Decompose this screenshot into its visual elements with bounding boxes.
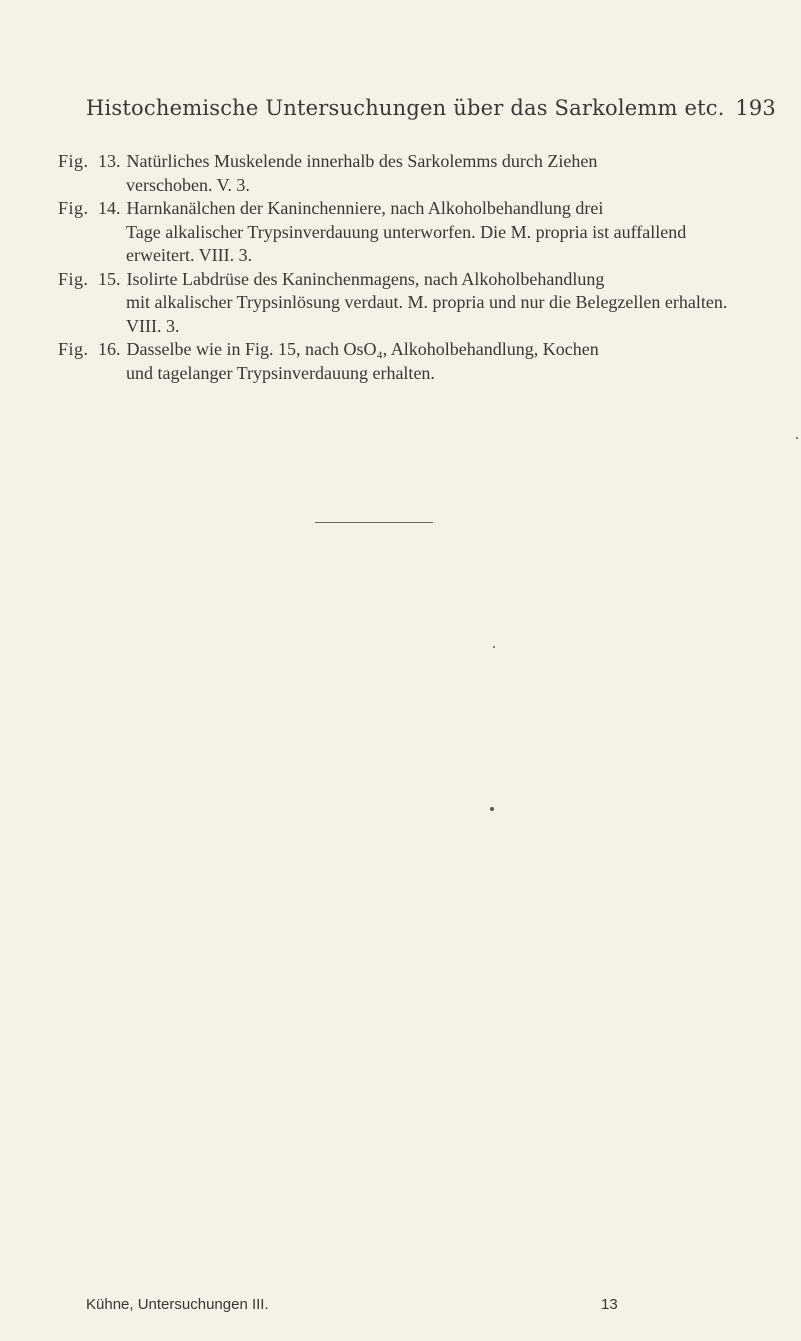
- caption-number: 16.: [98, 339, 121, 359]
- caption-text-first-line: Harnkanälchen der Kaninchenniere, nach Alkoholbehandlung drei: [126, 198, 604, 218]
- figure-captions: [58, 150, 758, 385]
- page-footer: [86, 1296, 626, 1313]
- caption-number: 13.: [98, 151, 121, 171]
- caption-text-continuation: mit alkalischer Trypsinlösung verdaut. M. propria und nur die Belegzellen erhalten. VIII. 3.: [126, 292, 728, 336]
- caption-text-continuation: verschoben. V. 3.: [126, 174, 250, 195]
- caption-text-first-line: Isolirte Labdrüse des Kaninchenmagens, nach Alkoholbehandlung: [126, 268, 605, 289]
- page-number: 193: [735, 96, 776, 120]
- caption-fig-15: [58, 268, 758, 339]
- caption-label: Fig.: [58, 198, 89, 218]
- caption-number: 15.: [98, 268, 121, 289]
- caption-label: Fig.: [58, 268, 89, 289]
- signature-mark: 13: [601, 1296, 618, 1313]
- caption-fig-16: [58, 338, 758, 385]
- footer-source: Kühne, Untersuchungen III.: [86, 1296, 269, 1313]
- running-head-title: Histochemische Untersuchungen über das Sarkolemm etc.: [86, 96, 725, 120]
- caption-text-continuation: und tagelanger Trypsinverdauung erhalten.: [126, 362, 435, 383]
- caption-number: 14.: [98, 198, 121, 218]
- caption-label: Fig.: [58, 151, 89, 171]
- caption-text-first-line: Natürliches Muskelende innerhalb des Sarkolemms durch Ziehen: [126, 151, 598, 171]
- paper-speck: [490, 807, 494, 811]
- caption-fig-14: [58, 197, 758, 268]
- caption-label: Fig.: [58, 339, 89, 359]
- caption-fig-13: [58, 150, 758, 197]
- running-head: [86, 96, 776, 120]
- caption-text-continuation: Tage alkalischer Trypsinverdauung unterworfen. Die M. propria ist auffallend erweitert. VIII. 3.: [126, 221, 687, 265]
- caption-text-first-line: Dasselbe wie in Fig. 15, nach OsO₄, Alkoholbehandlung, Kochen: [126, 339, 599, 359]
- paper-speck: [493, 646, 495, 648]
- section-divider-rule: [315, 522, 433, 523]
- paper-speck: [796, 437, 798, 439]
